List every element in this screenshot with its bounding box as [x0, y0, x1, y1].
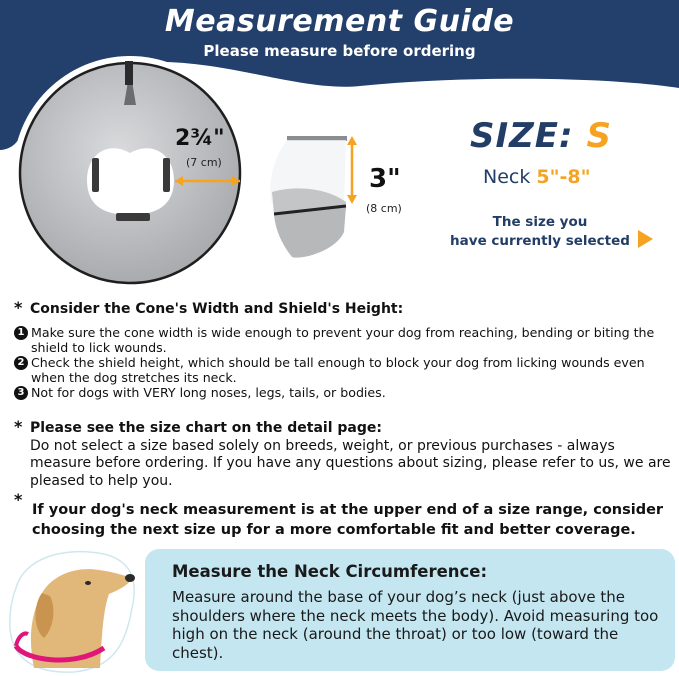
neck-circumference-box	[145, 549, 675, 671]
shield-height-metric: (8 cm)	[366, 202, 402, 215]
neck-box-body: Measure around the base of your dog’s neck (just above the shoulders where the neck meets the body). Avoid measuring too high on the neck (around the throat) or too low (toward the chest).	[172, 588, 659, 662]
considerations-heading: * Consider the Cone's Width and Shield's Height:	[14, 298, 404, 317]
asterisk-icon: *	[14, 490, 23, 509]
selected-size-line-2: have currently selected	[450, 233, 630, 249]
cone-side-view-image	[260, 132, 360, 267]
neck-box-title: Measure the Neck Circumference:	[172, 562, 488, 581]
upper-end-note-line-2: choosing the next size up for a more comfortable fit and better coverage.	[32, 522, 636, 538]
neck-range-value: 5"-8"	[536, 166, 591, 188]
considerations-list	[14, 325, 674, 400]
asterisk-icon: *	[14, 417, 23, 436]
neck-range-label	[483, 166, 591, 188]
size-chart-note-body: Do not select a size based solely on breeds, weight, or previous purchases - always measure before ordering. If you have any questions about sizing, please refer to us, we are pleased to help you.	[30, 437, 671, 489]
page-title: Measurement Guide	[164, 4, 515, 39]
list-item: 3 Not for dogs with VERY long noses, legs, tails, or bodies.	[14, 385, 674, 400]
number-3-icon: 3	[14, 386, 28, 400]
shield-height-value: 3"	[369, 164, 401, 194]
size-value: S	[586, 116, 612, 156]
number-1-icon: 1	[14, 326, 28, 340]
cone-width-metric: (7 cm)	[186, 156, 222, 169]
neck-label-text: Neck	[483, 166, 531, 188]
page-subtitle: Please measure before ordering	[203, 42, 476, 60]
dog-neck-measure-image	[4, 548, 140, 674]
cone-front-view-image	[12, 55, 257, 300]
asterisk-icon: *	[14, 298, 23, 317]
number-2-icon: 2	[14, 356, 28, 370]
upper-end-note-line-1: If your dog's neck measurement is at the upper end of a size range, consider	[32, 502, 664, 518]
size-prefix: SIZE:	[470, 116, 574, 156]
play-arrow-icon	[638, 230, 653, 248]
selected-size-line-1: The size you	[492, 214, 588, 230]
upper-end-note	[14, 490, 674, 538]
selected-size-note	[440, 213, 640, 251]
size-chart-note	[14, 418, 674, 490]
cone-width-value: 2¾"	[175, 126, 225, 151]
size-chart-note-title: Please see the size chart on the detail page:	[30, 420, 382, 436]
list-item: 2 Check the shield height, which should be tall enough to block your dog from licking wounds even when the dog stretches its neck.	[14, 355, 674, 385]
list-item: 1 Make sure the cone width is wide enough to prevent your dog from reaching, bending or biting the shield to lick wounds.	[14, 325, 674, 355]
size-label	[470, 116, 612, 156]
